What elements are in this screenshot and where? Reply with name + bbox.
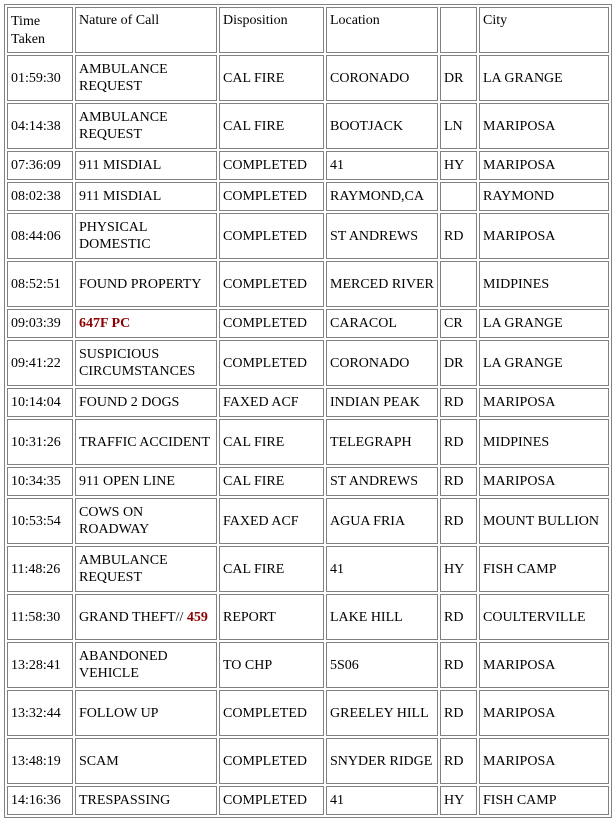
cell-disposition: FAXED ACF [219, 498, 324, 544]
table-row [7, 786, 609, 815]
cell-street-suffix: RD [440, 213, 477, 259]
cell-disposition: CAL FIRE [219, 467, 324, 496]
table-row [7, 690, 609, 736]
table-row [7, 642, 609, 688]
cell-street-suffix: RD [440, 467, 477, 496]
cell-time-taken: 07:36:09 [7, 151, 73, 180]
cell-nature-of-call [75, 498, 217, 544]
cell-location: BOOTJACK [326, 103, 438, 149]
cell-disposition: COMPLETED [219, 213, 324, 259]
cell-nature-of-call [75, 690, 217, 736]
cell-location: ST ANDREWS [326, 213, 438, 259]
cell-nature-of-call [75, 55, 217, 101]
cell-street-suffix: HY [440, 786, 477, 815]
nature-text: SCAM [79, 753, 119, 769]
table-row [7, 419, 609, 465]
cell-disposition: COMPLETED [219, 151, 324, 180]
table-row [7, 309, 609, 338]
call-log-body [7, 7, 609, 815]
cell-location: 41 [326, 546, 438, 592]
cell-disposition: CAL FIRE [219, 103, 324, 149]
header-row [7, 7, 609, 53]
cell-time-taken: 09:03:39 [7, 309, 73, 338]
cell-city: COULTERVILLE [479, 594, 609, 640]
table-row [7, 498, 609, 544]
nature-text: TRESPASSING [79, 793, 171, 808]
cell-location: 41 [326, 786, 438, 815]
cell-time-taken: 13:28:41 [7, 642, 73, 688]
cell-nature-of-call [75, 738, 217, 784]
cell-street-suffix: HY [440, 151, 477, 180]
cell-location: AGUA FRIA [326, 498, 438, 544]
cell-nature-of-call [75, 786, 217, 815]
cell-street-suffix: RD [440, 388, 477, 417]
cell-disposition: COMPLETED [219, 786, 324, 815]
cell-city: MARIPOSA [479, 151, 609, 180]
cell-disposition: COMPLETED [219, 309, 324, 338]
cell-time-taken: 10:34:35 [7, 467, 73, 496]
cell-disposition: COMPLETED [219, 340, 324, 386]
nature-text: 911 MISDIAL [79, 189, 162, 204]
nature-text: 911 OPEN LINE [79, 474, 175, 489]
cell-location: 41 [326, 151, 438, 180]
table-row [7, 182, 609, 211]
cell-nature-of-call [75, 340, 217, 386]
cell-disposition: FAXED ACF [219, 388, 324, 417]
nature-text: FOUND PROPERTY [79, 276, 202, 292]
table-row [7, 103, 609, 149]
header-disposition: Disposition [219, 7, 324, 53]
cell-nature-of-call [75, 213, 217, 259]
cell-city: LA GRANGE [479, 55, 609, 101]
cell-location: INDIAN PEAK [326, 388, 438, 417]
nature-text: AMBULANCE REQUEST [79, 553, 168, 585]
cell-nature-of-call [75, 103, 217, 149]
table-row [7, 55, 609, 101]
table-row [7, 594, 609, 640]
cell-street-suffix: RD [440, 498, 477, 544]
cell-disposition: REPORT [219, 594, 324, 640]
cell-time-taken: 08:52:51 [7, 261, 73, 307]
cell-location: SNYDER RIDGE [326, 738, 438, 784]
cell-nature-of-call [75, 261, 217, 307]
cell-street-suffix [440, 182, 477, 211]
cell-disposition: COMPLETED [219, 261, 324, 307]
cell-disposition: COMPLETED [219, 182, 324, 211]
cell-city: MARIPOSA [479, 738, 609, 784]
cell-city: MARIPOSA [479, 103, 609, 149]
cell-time-taken: 08:44:06 [7, 213, 73, 259]
nature-text: FOLLOW UP [79, 705, 159, 721]
cell-time-taken: 11:48:26 [7, 546, 73, 592]
nature-code-highlight: 459 [186, 609, 208, 625]
cell-city: MIDPINES [479, 261, 609, 307]
nature-text: SUSPICIOUS CIRCUMSTANCES [79, 347, 196, 379]
nature-text: GRAND THEFT// [79, 609, 184, 625]
cell-city: MARIPOSA [479, 213, 609, 259]
cell-time-taken: 11:58:30 [7, 594, 73, 640]
cell-time-taken: 14:16:36 [7, 786, 73, 815]
cell-location: CORONADO [326, 340, 438, 386]
cell-city: MARIPOSA [479, 388, 609, 417]
nature-text: ABANDONED VEHICLE [79, 649, 168, 681]
cell-nature-of-call [75, 546, 217, 592]
table-row [7, 546, 609, 592]
cell-time-taken: 10:14:04 [7, 388, 73, 417]
cell-location: LAKE HILL [326, 594, 438, 640]
cell-street-suffix: DR [440, 340, 477, 386]
cell-street-suffix: RD [440, 594, 477, 640]
cell-location: ST ANDREWS [326, 467, 438, 496]
nature-text: PHYSICAL DOMESTIC [79, 220, 151, 252]
cell-city: MARIPOSA [479, 642, 609, 688]
header-street-suffix [440, 7, 477, 53]
cell-nature-of-call [75, 467, 217, 496]
cell-time-taken: 08:02:38 [7, 182, 73, 211]
cell-location: MERCED RIVER [326, 261, 438, 307]
cell-disposition: CAL FIRE [219, 546, 324, 592]
cell-location: TELEGRAPH [326, 419, 438, 465]
nature-text: 911 MISDIAL [79, 158, 162, 173]
table-row [7, 340, 609, 386]
call-log-table [4, 4, 612, 818]
cell-city: FISH CAMP [479, 786, 609, 815]
cell-nature-of-call [75, 388, 217, 417]
cell-disposition: CAL FIRE [219, 419, 324, 465]
cell-nature-of-call [75, 419, 217, 465]
nature-text: COWS ON ROADWAY [79, 505, 150, 537]
cell-city: RAYMOND [479, 182, 609, 211]
cell-time-taken: 13:48:19 [7, 738, 73, 784]
cell-street-suffix: RD [440, 419, 477, 465]
cell-time-taken: 13:32:44 [7, 690, 73, 736]
cell-street-suffix [440, 261, 477, 307]
cell-street-suffix: RD [440, 690, 477, 736]
cell-time-taken: 10:31:26 [7, 419, 73, 465]
header-nature-of-call: Nature of Call [75, 7, 217, 53]
nature-text: AMBULANCE REQUEST [79, 110, 168, 142]
cell-street-suffix: RD [440, 642, 477, 688]
header-location: Location [326, 7, 438, 53]
cell-city: MIDPINES [479, 419, 609, 465]
header-time-taken: Time Taken [7, 7, 73, 53]
nature-text: TRAFFIC ACCIDENT [79, 434, 211, 450]
table-row [7, 388, 609, 417]
cell-street-suffix: CR [440, 309, 477, 338]
cell-location: 5S06 [326, 642, 438, 688]
cell-street-suffix: DR [440, 55, 477, 101]
cell-city: MOUNT BULLION [479, 498, 609, 544]
cell-nature-of-call [75, 594, 217, 640]
cell-location: CORONADO [326, 55, 438, 101]
cell-city: MARIPOSA [479, 467, 609, 496]
cell-street-suffix: RD [440, 738, 477, 784]
cell-nature-of-call [75, 151, 217, 180]
cell-time-taken: 09:41:22 [7, 340, 73, 386]
cell-time-taken: 01:59:30 [7, 55, 73, 101]
cell-time-taken: 10:53:54 [7, 498, 73, 544]
cell-location: GREELEY HILL [326, 690, 438, 736]
cell-disposition: TO CHP [219, 642, 324, 688]
cell-disposition: COMPLETED [219, 690, 324, 736]
cell-nature-of-call [75, 642, 217, 688]
cell-nature-of-call [75, 182, 217, 211]
cell-nature-of-call [75, 309, 217, 338]
cell-city: LA GRANGE [479, 340, 609, 386]
cell-location: CARACOL [326, 309, 438, 338]
cell-disposition: CAL FIRE [219, 55, 324, 101]
cell-location: RAYMOND,CA [326, 182, 438, 211]
cell-city: FISH CAMP [479, 546, 609, 592]
header-city: City [479, 7, 609, 53]
table-row [7, 213, 609, 259]
nature-code-highlight: 647F PC [79, 316, 131, 331]
table-row [7, 261, 609, 307]
cell-time-taken: 04:14:38 [7, 103, 73, 149]
table-row [7, 151, 609, 180]
cell-disposition: COMPLETED [219, 738, 324, 784]
cell-street-suffix: LN [440, 103, 477, 149]
table-row [7, 738, 609, 784]
table-row [7, 467, 609, 496]
nature-text: AMBULANCE REQUEST [79, 62, 168, 94]
cell-street-suffix: HY [440, 546, 477, 592]
cell-city: MARIPOSA [479, 690, 609, 736]
nature-text: FOUND 2 DOGS [79, 395, 180, 410]
cell-city: LA GRANGE [479, 309, 609, 338]
